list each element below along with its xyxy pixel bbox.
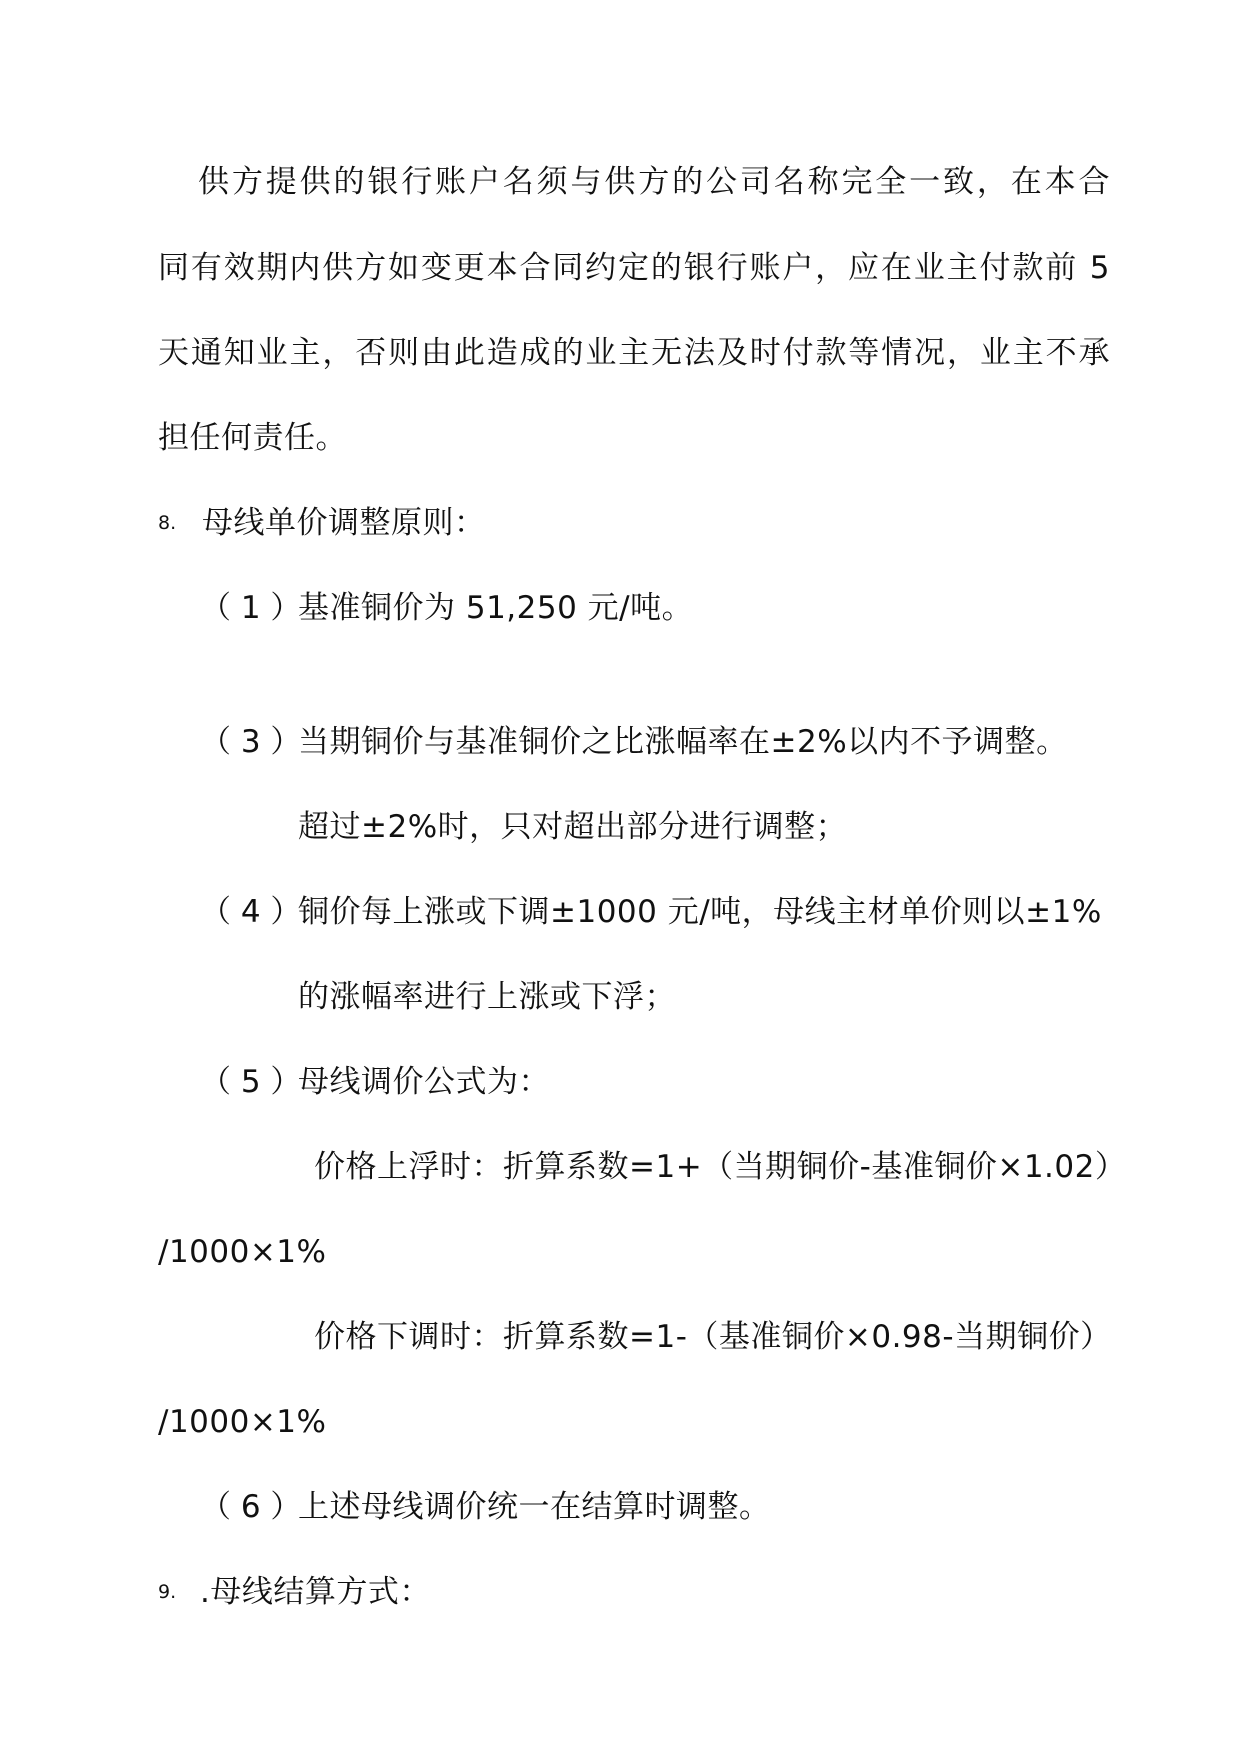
item-4-label: （ 4 ） bbox=[200, 894, 302, 930]
formula-down-line-2: /1000×1% bbox=[158, 1404, 327, 1440]
bank-paragraph-line-4: 担任何责任。 bbox=[158, 420, 347, 456]
item-4-continuation: 的涨幅率进行上涨或下浮； bbox=[298, 979, 676, 1015]
item-1-text: 基准铜价为 51,250 元/吨。 bbox=[298, 590, 694, 626]
item-6-label: （ 6 ） bbox=[200, 1489, 302, 1525]
section-8-number: 8. bbox=[158, 512, 177, 534]
item-3-continuation: 超过±2%时，只对超出部分进行调整； bbox=[298, 809, 848, 845]
bank-paragraph-line-3: 天通知业主，否则由此造成的业主无法及时付款等情况，业主不承 bbox=[158, 335, 1110, 371]
item-5-label: （ 5 ） bbox=[200, 1064, 302, 1100]
formula-up-line-1: 价格上浮时：折算系数=1+（当期铜价-基准铜价×1.02） bbox=[314, 1149, 1127, 1185]
formula-up-line-2: /1000×1% bbox=[158, 1234, 327, 1270]
bank-paragraph-line-1: 供方提供的银行账户名须与供方的公司名称完全一致，在本合 bbox=[198, 164, 1110, 200]
bank-paragraph-line-2: 同有效期内供方如变更本合同约定的银行账户，应在业主付款前 5 bbox=[158, 250, 1110, 286]
item-1-label: （ 1 ） bbox=[200, 590, 302, 626]
section-8-title: 母线单价调整原则： bbox=[202, 505, 486, 541]
item-3-label: （ 3 ） bbox=[200, 724, 302, 760]
item-3-text: 当期铜价与基准铜价之比涨幅率在±2%以内不予调整。 bbox=[298, 724, 1068, 760]
formula-down-line-1: 价格下调时：折算系数=1-（基准铜价×0.98-当期铜价） bbox=[314, 1319, 1112, 1355]
section-9-title: .母线结算方式： bbox=[200, 1574, 431, 1610]
item-6-text: 上述母线调价统一在结算时调整。 bbox=[298, 1489, 771, 1525]
item-5-text: 母线调价公式为： bbox=[298, 1064, 550, 1100]
section-9-number: 9. bbox=[158, 1581, 177, 1603]
item-4-text: 铜价每上涨或下调±1000 元/吨，母线主材单价则以±1% bbox=[298, 894, 1102, 930]
